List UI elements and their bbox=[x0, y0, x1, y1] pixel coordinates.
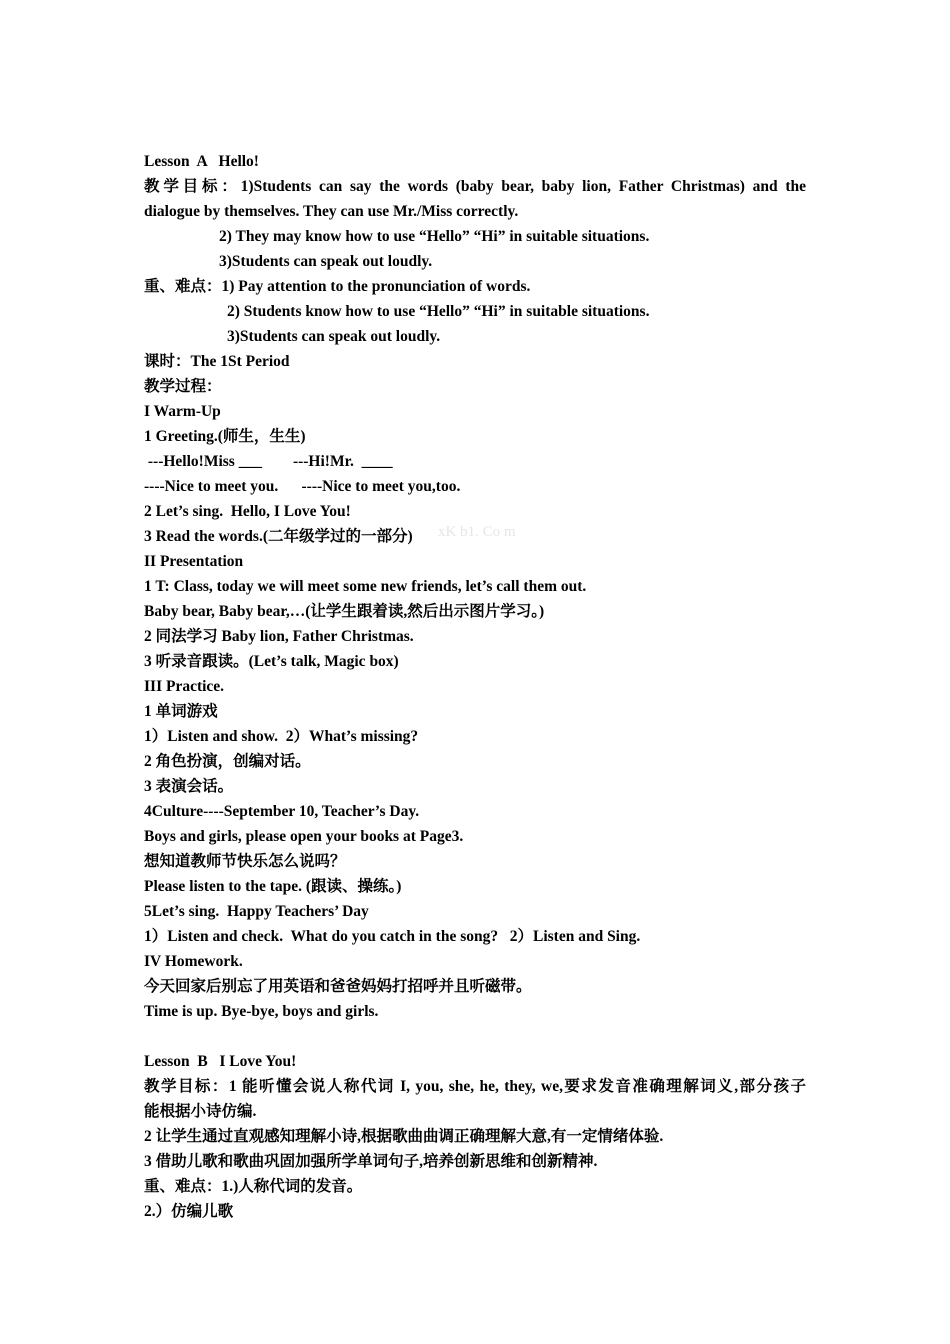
lesson-a-objectives-line2: dialogue by themselves. They can use Mr./Miss correctly. bbox=[144, 203, 519, 220]
practice-item-3: 3 表演会话。 bbox=[144, 778, 234, 795]
lesson-a-key-point-1: 重、难点：1) Pay attention to the pronunciation of words. bbox=[144, 278, 531, 295]
lesson-a-period: 课时：The 1St Period bbox=[144, 353, 290, 370]
practice-item-1: 1 单词游戏 bbox=[144, 703, 218, 720]
greeting-dialog-2: ----Nice to meet you. ----Nice to meet you,too. bbox=[144, 478, 461, 495]
lesson-b-objectives-line2: 能根据小诗仿编. bbox=[144, 1103, 257, 1120]
lesson-b-key-point-1: 重、难点：1.)人称代词的发音。 bbox=[144, 1178, 363, 1195]
section-homework: IV Homework. bbox=[144, 953, 243, 970]
lesson-b-title: Lesson B I Love You! bbox=[144, 1053, 297, 1070]
lesson-a-key-point-2: 2) Students know how to use “Hello” “Hi” in suitable situations. bbox=[227, 303, 650, 320]
practice-item-2: 2 角色扮演，创编对话。 bbox=[144, 753, 311, 770]
blank-line bbox=[144, 1024, 806, 1049]
presentation-item-1b: Baby bear, Baby bear,…(让学生跟着读,然后出示图片学习。) bbox=[144, 603, 545, 620]
warm-up-read-words: 3 Read the words.(二年级学过的一部分) bbox=[144, 528, 413, 545]
presentation-item-2: 2 同法学习 Baby lion, Father Christmas. bbox=[144, 628, 414, 645]
section-presentation: II Presentation bbox=[144, 553, 244, 570]
homework-item-1: 今天回家后别忘了用英语和爸爸妈妈打招呼并且听磁带。 bbox=[144, 978, 532, 995]
homework-item-2: Time is up. Bye-bye, boys and girls. bbox=[144, 1003, 379, 1020]
practice-item-1b: 1）Listen and show. 2）What’s missing? bbox=[144, 728, 419, 745]
lesson-a-objectives-line1: 教学目标：1)Students can say the words (baby bear, baby lion, Father Christmas) and the bbox=[144, 178, 806, 195]
document-page bbox=[144, 149, 806, 1224]
practice-item-4b: Boys and girls, please open your books at Page3. bbox=[144, 828, 464, 845]
warm-up-sing: 2 Let’s sing. Hello, I Love You! bbox=[144, 503, 351, 520]
watermark-text: xK b1. Co m bbox=[438, 524, 516, 540]
presentation-item-1: 1 T: Class, today we will meet some new friends, let’s call them out. bbox=[144, 578, 587, 595]
practice-item-4c: 想知道教师节快乐怎么说吗？ bbox=[144, 853, 346, 870]
lesson-b-objective-3: 3 借助儿歌和歌曲巩固加强所学单词句子,培养创新思维和创新精神. bbox=[144, 1153, 598, 1170]
lesson-a-title: Lesson A Hello! bbox=[144, 153, 259, 170]
practice-item-4: 4Culture----September 10, Teacher’s Day. bbox=[144, 803, 420, 820]
lesson-a-process-heading: 教学过程： bbox=[144, 378, 222, 395]
lesson-b-objectives-line1: 教学目标：1 能听懂会说人称代词 I, you, she, he, they, we,要求发音准确理解词义,部分孩子 bbox=[144, 1078, 806, 1095]
section-practice: III Practice. bbox=[144, 678, 225, 695]
lesson-a-objective-2: 2) They may know how to use “Hello” “Hi” in suitable situations. bbox=[219, 228, 650, 245]
lesson-b-objective-2: 2 让学生通过直观感知理解小诗,根据歌曲曲调正确理解大意,有一定情绪体验. bbox=[144, 1128, 664, 1145]
lesson-a-objective-3: 3)Students can speak out loudly. bbox=[219, 253, 433, 270]
lesson-b-key-point-2: 2.）仿编儿歌 bbox=[144, 1203, 234, 1220]
section-warm-up: I Warm-Up bbox=[144, 403, 221, 420]
practice-item-4d: Please listen to the tape. (跟读、操练。) bbox=[144, 878, 402, 895]
warm-up-greeting: 1 Greeting.(师生，生生) bbox=[144, 428, 306, 445]
practice-item-5: 5Let’s sing. Happy Teachers’ Day bbox=[144, 903, 369, 920]
presentation-item-3: 3 听录音跟读。(Let’s talk, Magic box) bbox=[144, 653, 399, 670]
greeting-dialog-1: ---Hello!Miss ___ ---Hi!Mr. ____ bbox=[144, 453, 393, 470]
lesson-a-key-point-3: 3)Students can speak out loudly. bbox=[227, 328, 441, 345]
practice-item-5b: 1）Listen and check. What do you catch in the song? 2）Listen and Sing. bbox=[144, 928, 641, 945]
